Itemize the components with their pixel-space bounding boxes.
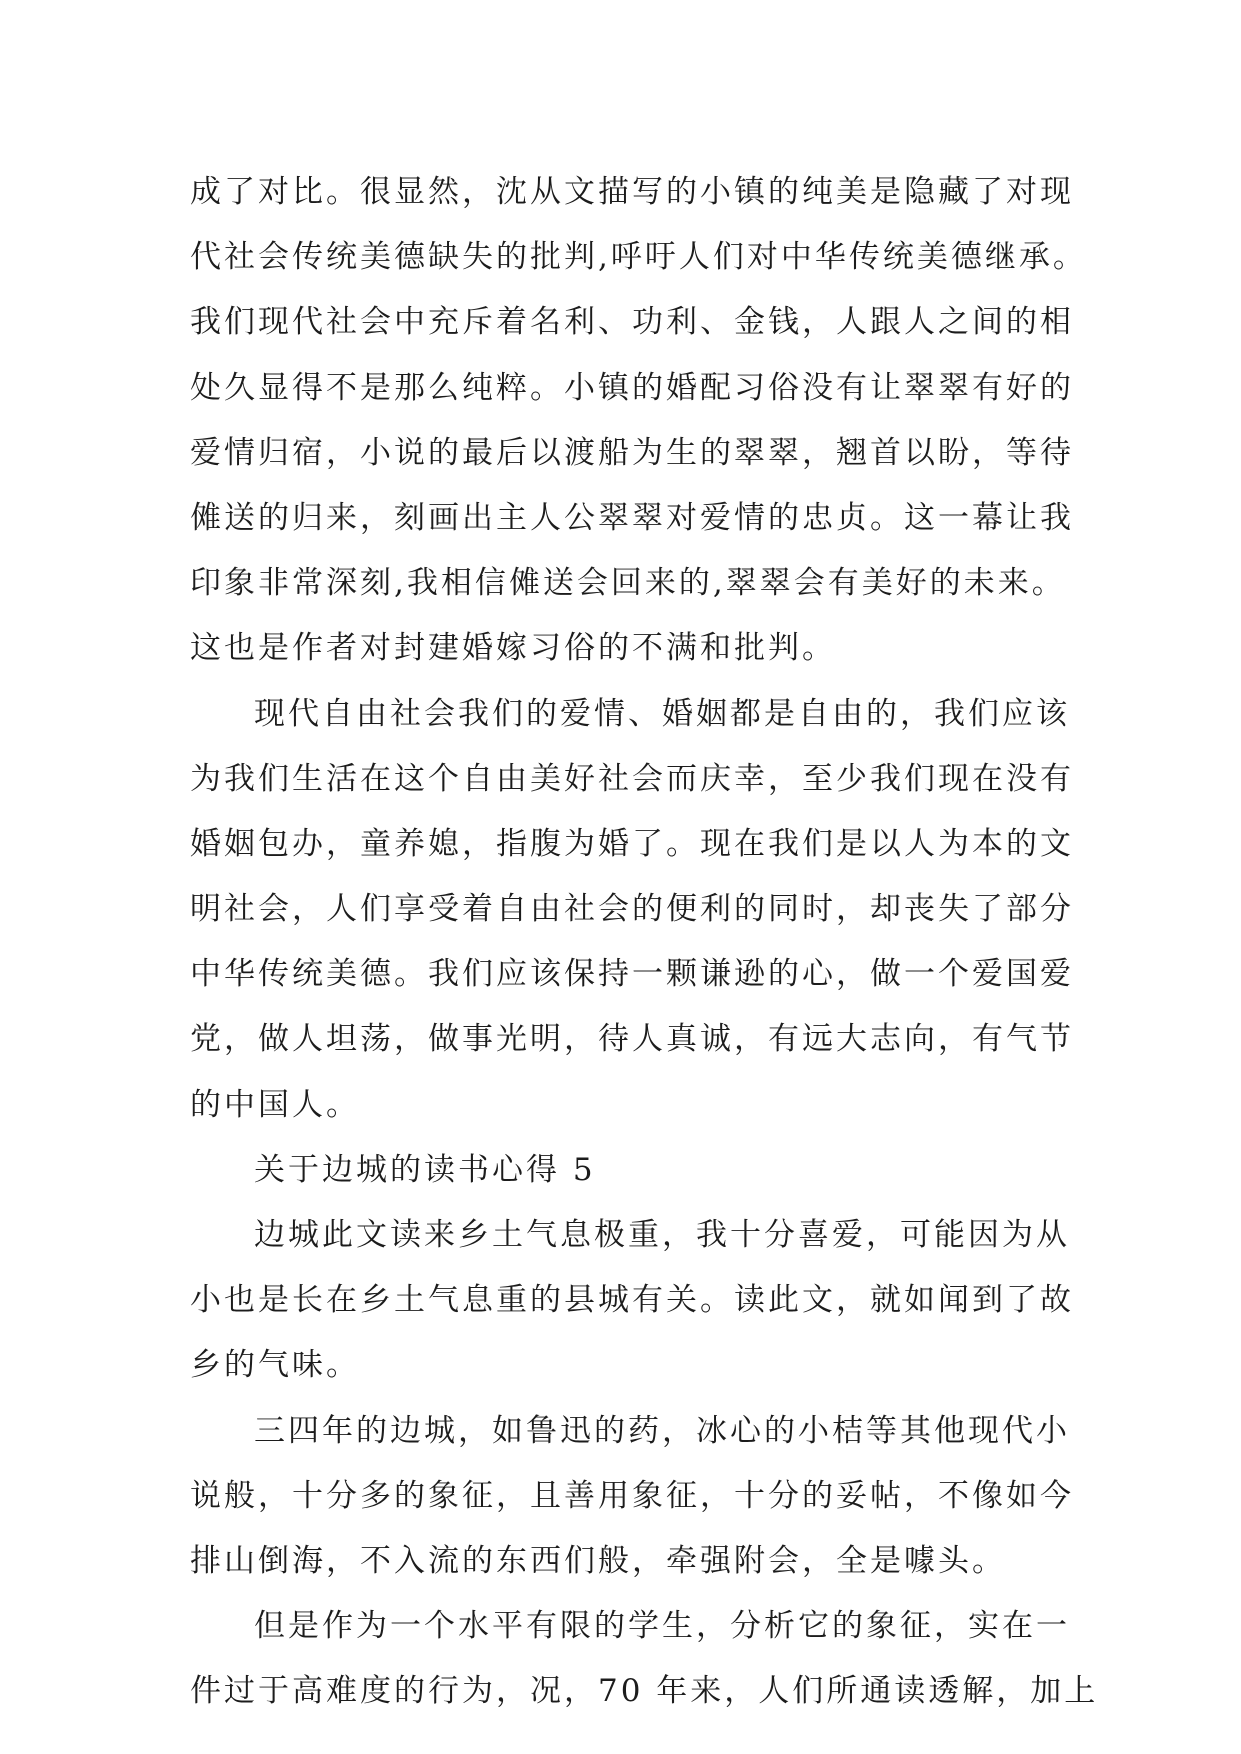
text-line: 乡的气味。 [190, 1347, 360, 1384]
text-line: 小也是长在乡土气息重的县城有关。读此文，就如闻到了故 [190, 1282, 1074, 1319]
text-line: 排山倒海，不入流的东西们般，牵强附会，全是噱头。 [190, 1542, 1006, 1579]
document-body [190, 160, 1099, 1725]
text-line: 党，做人坦荡，做事光明，待人真诚，有远大志向，有气节 [190, 1021, 1074, 1058]
text-line: 傩送的归来，刻画出主人公翠翠对爱情的忠贞。这一幕让我 [190, 499, 1074, 536]
text-line: 婚姻包办，童养媳，指腹为婚了。现在我们是以人为本的文 [190, 825, 1074, 862]
text-line: 三四年的边城，如鲁迅的药，冰心的小桔等其他现代小 [254, 1412, 1070, 1449]
text-line: 为我们生活在这个自由美好社会而庆幸，至少我们现在没有 [190, 760, 1074, 797]
text-line: 代社会传统美德缺失的批判,呼吁人们对中华传统美德继承。 [190, 239, 1087, 276]
text-line: 但是作为一个水平有限的学生，分析它的象征，实在一 [254, 1608, 1070, 1645]
text-line: 处久显得不是那么纯粹。小镇的婚配习俗没有让翠翠有好的 [190, 369, 1074, 406]
text-line: 成了对比。很显然，沈从文描写的小镇的纯美是隐藏了对现 [190, 174, 1074, 210]
text-line: 明社会，人们享受着自由社会的便利的同时，却丧失了部分 [190, 891, 1074, 928]
text-line: 印象非常深刻,我相信傩送会回来的,翠翠会有美好的未来。 [190, 565, 1066, 602]
text-line: 中华传统美德。我们应该保持一颗谦逊的心，做一个爱国爱 [190, 956, 1074, 993]
text-line: 这也是作者对封建婚嫁习俗的不满和批判。 [190, 630, 836, 667]
text-line: 现代自由社会我们的爱情、婚姻都是自由的，我们应该 [254, 695, 1070, 732]
text-line: 关于边城的读书心得 5 [254, 1151, 596, 1188]
text-line: 说般，十分多的象征，且善用象征，十分的妥帖，不像如今 [190, 1477, 1074, 1514]
text-line: 我们现代社会中充斥着名利、功利、金钱，人跟人之间的相 [190, 304, 1074, 341]
text-line: 的中国人。 [190, 1086, 360, 1123]
text-line: 边城此文读来乡土气息极重，我十分喜爱，可能因为从 [254, 1217, 1070, 1253]
text-line: 件过于高难度的行为，况，70 年来，人们所通读透解，加上 [190, 1673, 1099, 1710]
text-line: 爱情归宿，小说的最后以渡船为生的翠翠，翘首以盼，等待 [190, 434, 1074, 471]
